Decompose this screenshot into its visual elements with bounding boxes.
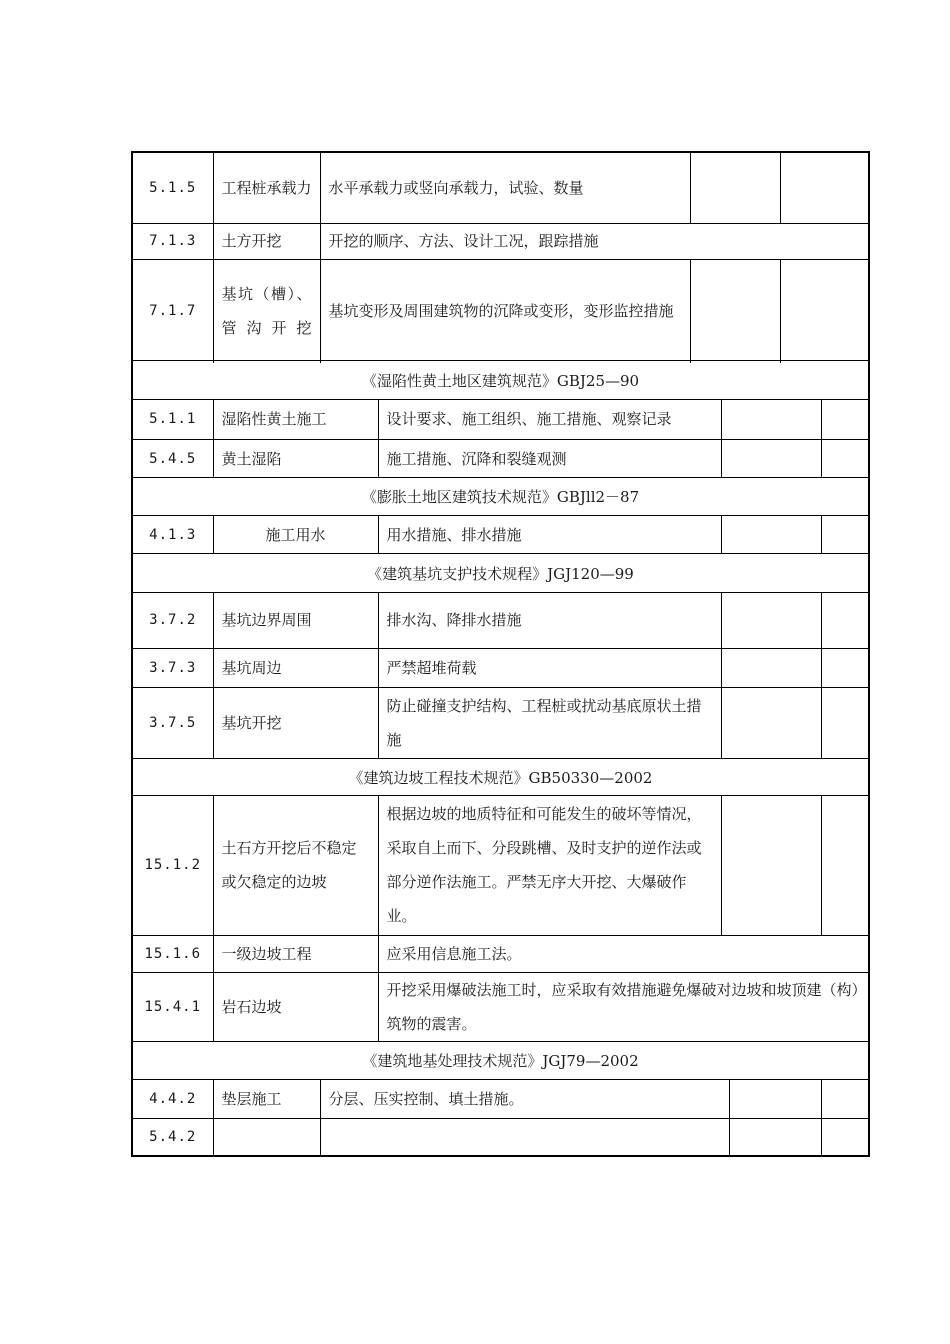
remark-cell (821, 400, 868, 439)
table-block (131, 151, 870, 361)
check-cell (721, 400, 821, 439)
clause-code: 4.4.2 (149, 1090, 197, 1107)
check-cell (721, 593, 821, 648)
remark-cell (821, 1118, 868, 1155)
check-cell (690, 153, 780, 223)
section-heading-band (131, 361, 870, 400)
check-cell (721, 516, 821, 554)
check-cell (721, 796, 821, 935)
clause-code: 15.4.1 (133, 972, 213, 1042)
section-heading-band (131, 1042, 870, 1080)
item-description: 防止碰撞支护结构、工程桩或扰动基底原状土措施 (378, 687, 721, 759)
remark-cell (821, 687, 868, 759)
item-description: 应采用信息施工法。 (378, 935, 868, 972)
clause-code: 5.4.5 (133, 439, 213, 478)
remark-cell (821, 593, 868, 648)
item-description: 用水措施、排水措施 (378, 516, 721, 554)
item-name: 基坑（槽）、管沟开挖 (213, 259, 320, 363)
table-block (131, 1080, 870, 1157)
item-name: 湿陷性黄土施工 (213, 400, 378, 439)
check-cell (721, 687, 821, 759)
table-row (133, 516, 868, 554)
item-name: 基坑开挖 (213, 687, 378, 759)
item-name: 黄土湿陷 (213, 439, 378, 478)
table-row (133, 153, 868, 223)
item-description: 分层、压实控制、填土措施。 (320, 1080, 729, 1118)
table-row (133, 593, 868, 648)
item-name: 工程桩承载力 (213, 153, 320, 223)
table-row (133, 796, 868, 935)
table-row (133, 648, 868, 687)
standard-title: 《建筑地基处理技术规范》JGJ79—2002 (362, 1052, 639, 1070)
item-name: 基坑周边 (213, 648, 378, 687)
clause-code: 4.1.3 (149, 527, 197, 543)
item-name: 岩石边坡 (213, 972, 378, 1042)
standard-title: 《建筑边坡工程技术规范》GB50330—2002 (348, 768, 653, 787)
item-description (320, 1118, 729, 1155)
check-cell (721, 439, 821, 478)
standard-title: 《湿陷性黄土地区建筑规范》GBJ25—90 (361, 371, 640, 390)
table-row (133, 972, 868, 1042)
clause-code: 7.1.3 (133, 223, 213, 259)
item-name (213, 1118, 320, 1155)
item-description: 排水沟、降排水措施 (378, 593, 721, 648)
item-description: 开挖采用爆破法施工时，应采取有效措施避免爆破对边坡和坡顶建（构）筑物的震害。 (378, 972, 868, 1042)
table-block (131, 516, 870, 554)
standard-title: 《膨胀土地区建筑技术规范》GBJll2－87 (361, 488, 640, 506)
item-name: 基坑边界周围 (213, 593, 378, 648)
remark-cell (821, 516, 868, 554)
standards-table (131, 151, 870, 1157)
clause-code: 7.1.7 (133, 259, 213, 363)
check-cell (690, 259, 780, 363)
clause-code: 15.1.2 (144, 857, 202, 874)
table-row (133, 400, 868, 439)
item-description: 设计要求、施工组织、施工措施、观察记录 (378, 400, 721, 439)
item-description: 开挖的顺序、方法、设计工况，跟踪措施 (320, 223, 868, 259)
check-cell (721, 648, 821, 687)
check-cell (729, 1080, 821, 1118)
table-row (133, 1080, 868, 1118)
item-name: 垫层施工 (213, 1080, 320, 1118)
clause-code: 3.7.3 (133, 648, 213, 687)
table-row (133, 1118, 868, 1155)
item-name: 施工用水 (213, 516, 378, 554)
table-row (133, 687, 868, 759)
remark-cell (821, 439, 868, 478)
item-description: 基坑变形及周围建筑物的沉降或变形，变形监控措施 (320, 259, 690, 363)
item-description: 水平承载力或竖向承载力，试验、数量 (320, 153, 690, 223)
item-name: 一级边坡工程 (213, 935, 378, 972)
remark-cell (821, 1080, 868, 1118)
standard-title: 《建筑基坑支护技术规程》JGJ120—99 (367, 564, 634, 583)
clause-code: 3.7.5 (133, 687, 213, 759)
remark-cell (780, 259, 868, 363)
remark-cell (821, 796, 868, 935)
table-row (133, 935, 868, 972)
item-description: 严禁超堆荷载 (378, 648, 721, 687)
item-description: 施工措施、沉降和裂缝观测 (378, 439, 721, 478)
check-cell (729, 1118, 821, 1155)
table-row (133, 259, 868, 363)
table-block (131, 796, 870, 1042)
remark-cell (821, 648, 868, 687)
table-row (133, 223, 868, 259)
clause-code: 5.1.1 (149, 411, 197, 428)
remark-cell (780, 153, 868, 223)
section-heading-band (131, 554, 870, 593)
clause-code: 5.1.5 (149, 179, 197, 196)
item-name: 土方开挖 (213, 223, 320, 259)
table-block (131, 593, 870, 759)
clause-code: 3.7.2 (149, 612, 197, 629)
clause-code: 5.4.2 (133, 1118, 213, 1155)
section-heading-band (131, 478, 870, 516)
section-heading-band (131, 759, 870, 796)
clause-code: 15.1.6 (133, 935, 213, 972)
table-block (131, 400, 870, 478)
item-description: 根据边坡的地质特征和可能发生的破坏等情况，采取自上而下、分段跳槽、及时支护的逆作法或部分逆作法施工。严禁无序大开挖、大爆破作业。 (378, 796, 721, 935)
item-name: 土石方开挖后不稳定或欠稳定的边坡 (213, 796, 378, 935)
table-row (133, 439, 868, 478)
